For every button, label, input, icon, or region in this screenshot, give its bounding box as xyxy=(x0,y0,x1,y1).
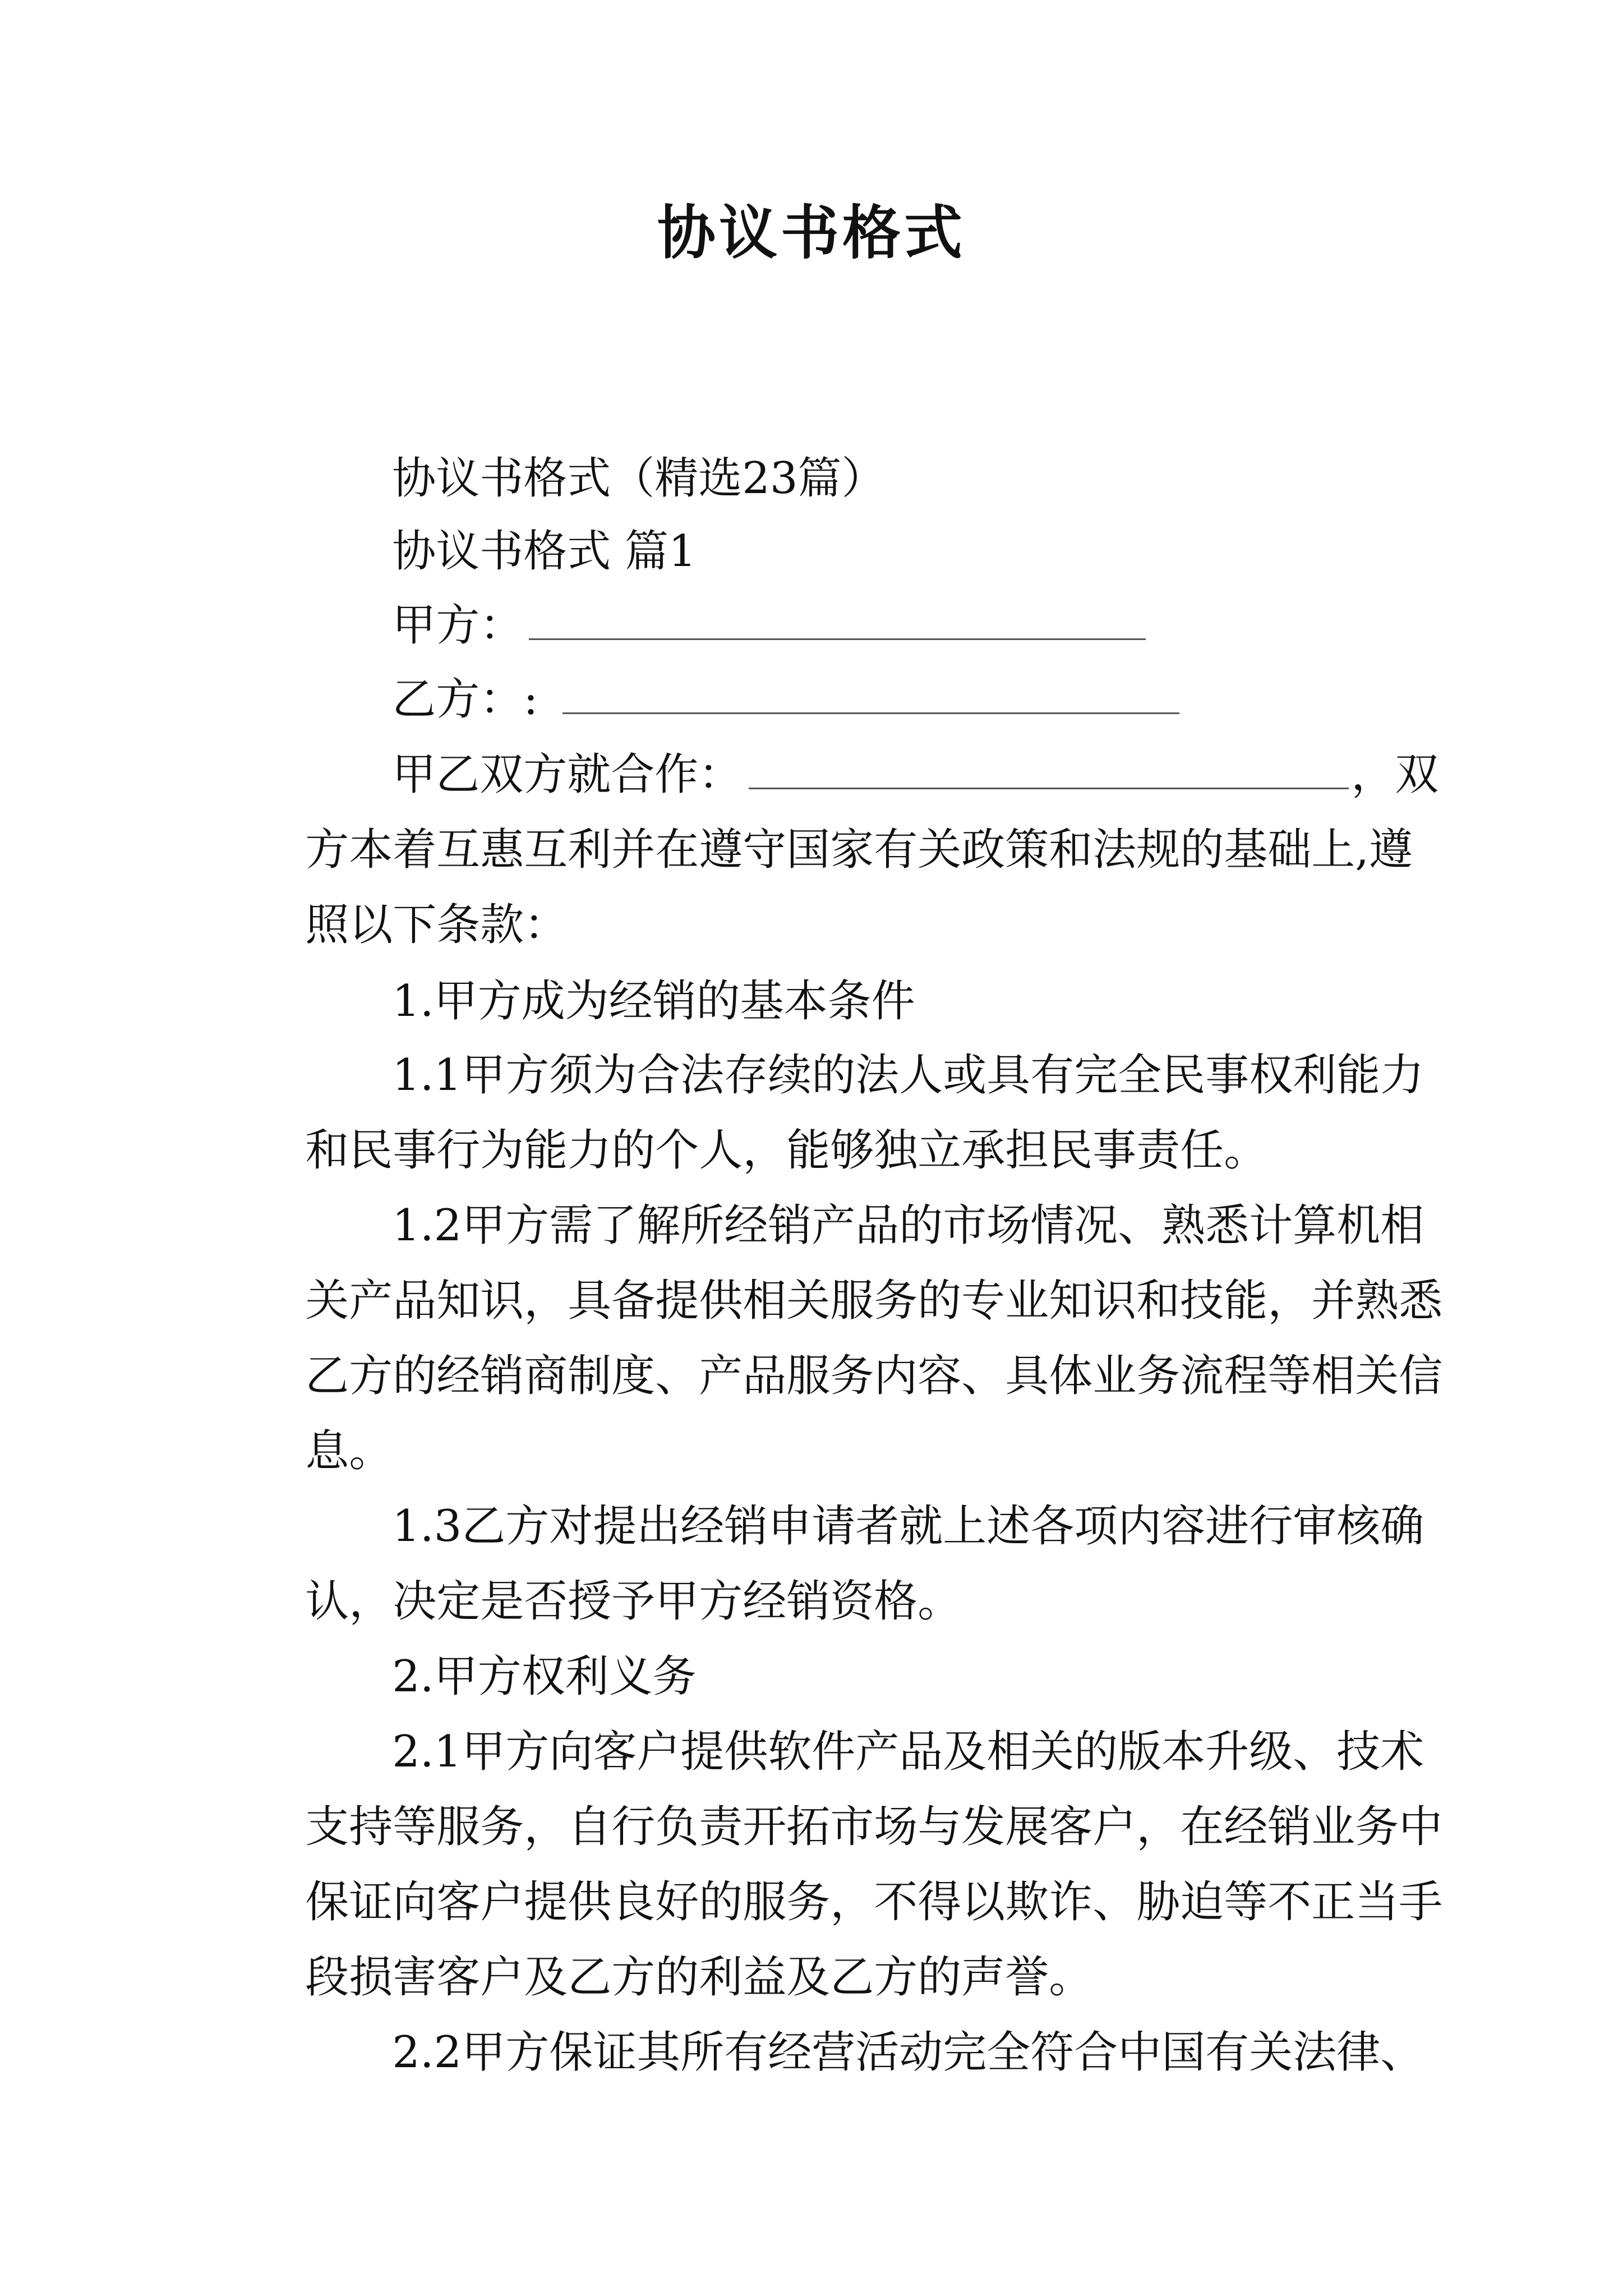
paragraph-text: 乙方的经销商制度、产品服务内容、具体业务流程等相关信 xyxy=(305,1351,1443,1401)
paragraph-text: 协议书格式（精选23篇） xyxy=(392,453,886,504)
paragraph-text: 照以下条款： xyxy=(305,900,568,950)
paragraph-text: 2.2甲方保证其所有经营活动完全符合中国有关法律、 xyxy=(392,2027,1424,2078)
paragraph-text: ，双 xyxy=(1351,749,1439,800)
paragraph-text: 1.2甲方需了解所经销产品的市场情况、熟悉计算机相 xyxy=(392,1200,1424,1251)
paragraph-text: 2.1甲方向客户提供软件产品及相关的版本升级、技术 xyxy=(392,1727,1424,1777)
party-b-label: 乙方：: xyxy=(392,674,538,725)
paragraph-text: 支持等服务，自行负责开拓市场与发展客户，在经销业务中 xyxy=(305,1802,1443,1852)
paragraph-text: 2.甲方权利义务 xyxy=(392,1651,697,1702)
document-title: 协议书格式 xyxy=(657,198,966,267)
paragraph-text: 息。 xyxy=(305,1426,393,1476)
paragraph-text: 认，决定是否授予甲方经销资格。 xyxy=(305,1576,962,1627)
paragraph-text: 协议书格式 篇1 xyxy=(392,526,697,577)
paragraph-text: 方本着互惠互利并在遵守国家有关政策和法规的基础上,遵 xyxy=(305,825,1413,875)
party-a-label: 甲方： xyxy=(392,600,524,651)
cooperation-label: 甲乙双方就合作： xyxy=(392,749,743,800)
paragraph-text: 关产品知识，具备提供相关服务的专业知识和技能，并熟悉 xyxy=(305,1276,1443,1326)
paragraph-text: 1.3乙方对提出经销申请者就上述各项内容进行审核确 xyxy=(392,1501,1424,1552)
paragraph-line xyxy=(336,1960,1623,2145)
paragraph-text: 1.甲方成为经销的基本条件 xyxy=(392,976,915,1027)
paragraph-text: 保证向客户提供良好的服务，不得以欺诈、胁迫等不正当手 xyxy=(305,1877,1443,1927)
paragraph-text: 和民事行为能力的个人，能够独立承担民事责任。 xyxy=(305,1125,1268,1176)
paragraph-text: 1.1甲方须为合法存续的法人或具有完全民事权利能力 xyxy=(392,1050,1424,1101)
paragraph-text: 段损害客户及乙方的利益及乙方的声誉。 xyxy=(305,1952,1093,2003)
